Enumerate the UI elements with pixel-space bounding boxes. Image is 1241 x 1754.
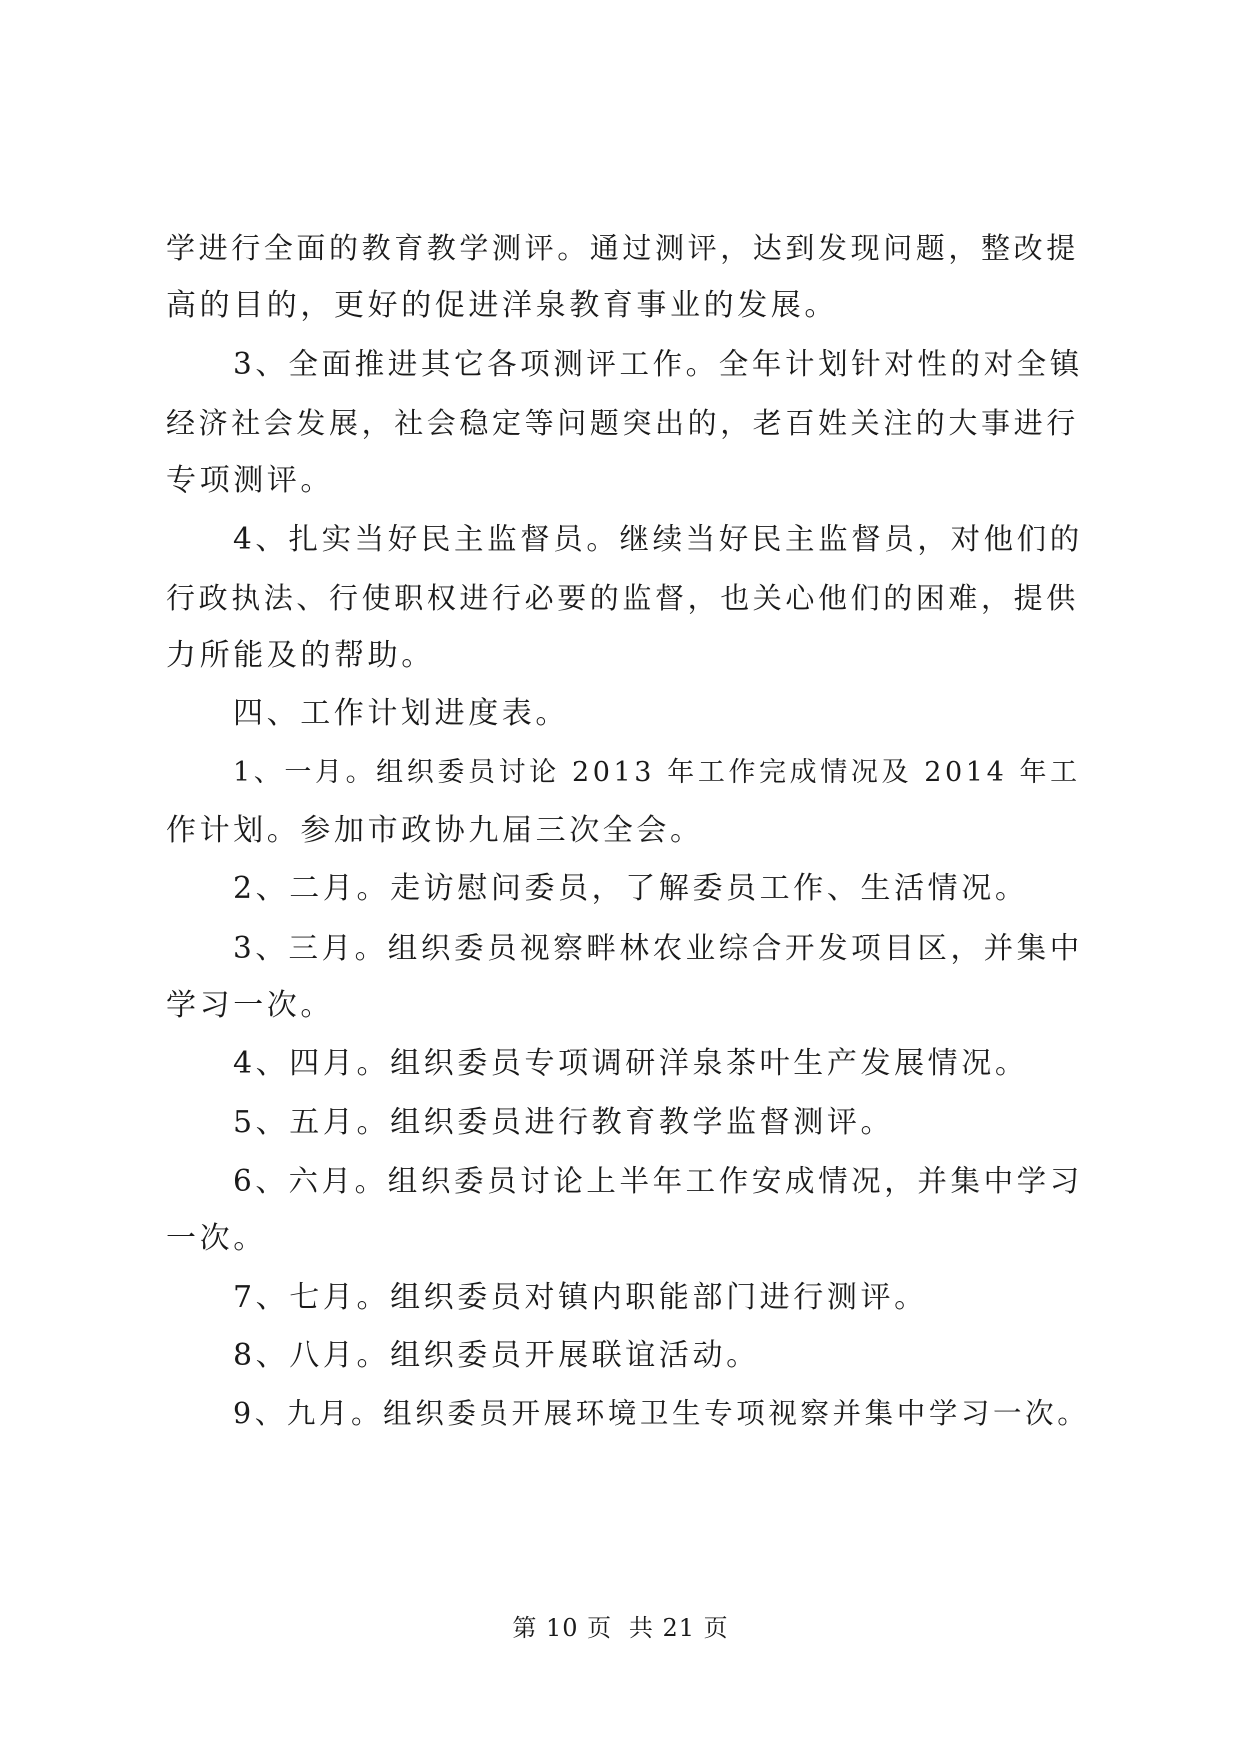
text-line: 1、一月。组织委员讨论 2013 年工作完成情况及 2014 年工 xyxy=(233,757,1081,788)
text-line: 经济社会发展，社会稳定等问题突出的，老百姓关注的大事进行 xyxy=(166,406,1079,440)
text-line: 9、九月。组织委员开展环境卫生专项视察并集中学习一次。 xyxy=(233,1397,1090,1430)
page-footer xyxy=(0,1608,1241,1643)
text-line: 高的目的，更好的促进洋泉教育事业的发展。 xyxy=(166,288,838,323)
page-number: 第 10 页 xyxy=(512,1614,613,1642)
text-line: 力所能及的帮助。 xyxy=(166,638,435,673)
text-line: 学进行全面的教育教学测评。通过测评，达到发现问题，整改提 xyxy=(166,231,1079,265)
text-line: 6、六月。组织委员讨论上半年工作安成情况，并集中学习 xyxy=(233,1164,1083,1198)
text-line: 4、四月。组织委员专项调研洋泉茶叶生产发展情况。 xyxy=(233,1046,1029,1081)
text-line: 3、三月。组织委员视察畔林农业综合开发项目区，并集中 xyxy=(233,931,1083,965)
text-line: 专项测评。 xyxy=(166,463,334,498)
text-line: 7、七月。组织委员对镇内职能部门进行测评。 xyxy=(233,1280,928,1315)
text-line: 4、扎实当好民主监督员。继续当好民主监督员，对他们的 xyxy=(233,522,1083,556)
text-line: 3、全面推进其它各项测评工作。全年计划针对性的对全镇 xyxy=(233,347,1083,381)
text-line: 学习一次。 xyxy=(166,988,334,1023)
text-line: 作计划。参加市政协九届三次全会。 xyxy=(166,813,704,848)
text-line: 行政执法、行使职权进行必要的监督，也关心他们的困难，提供 xyxy=(166,581,1079,615)
text-line: 一次。 xyxy=(166,1221,267,1256)
text-line: 8、八月。组织委员开展联谊活动。 xyxy=(233,1338,760,1373)
section-heading: 四、工作计划进度表。 xyxy=(233,696,569,731)
page-total: 共 21 页 xyxy=(628,1614,729,1642)
text-line: 5、五月。组织委员进行教育教学监督测评。 xyxy=(233,1105,895,1140)
text-line: 2、二月。走访慰问委员，了解委员工作、生活情况。 xyxy=(233,871,1029,906)
